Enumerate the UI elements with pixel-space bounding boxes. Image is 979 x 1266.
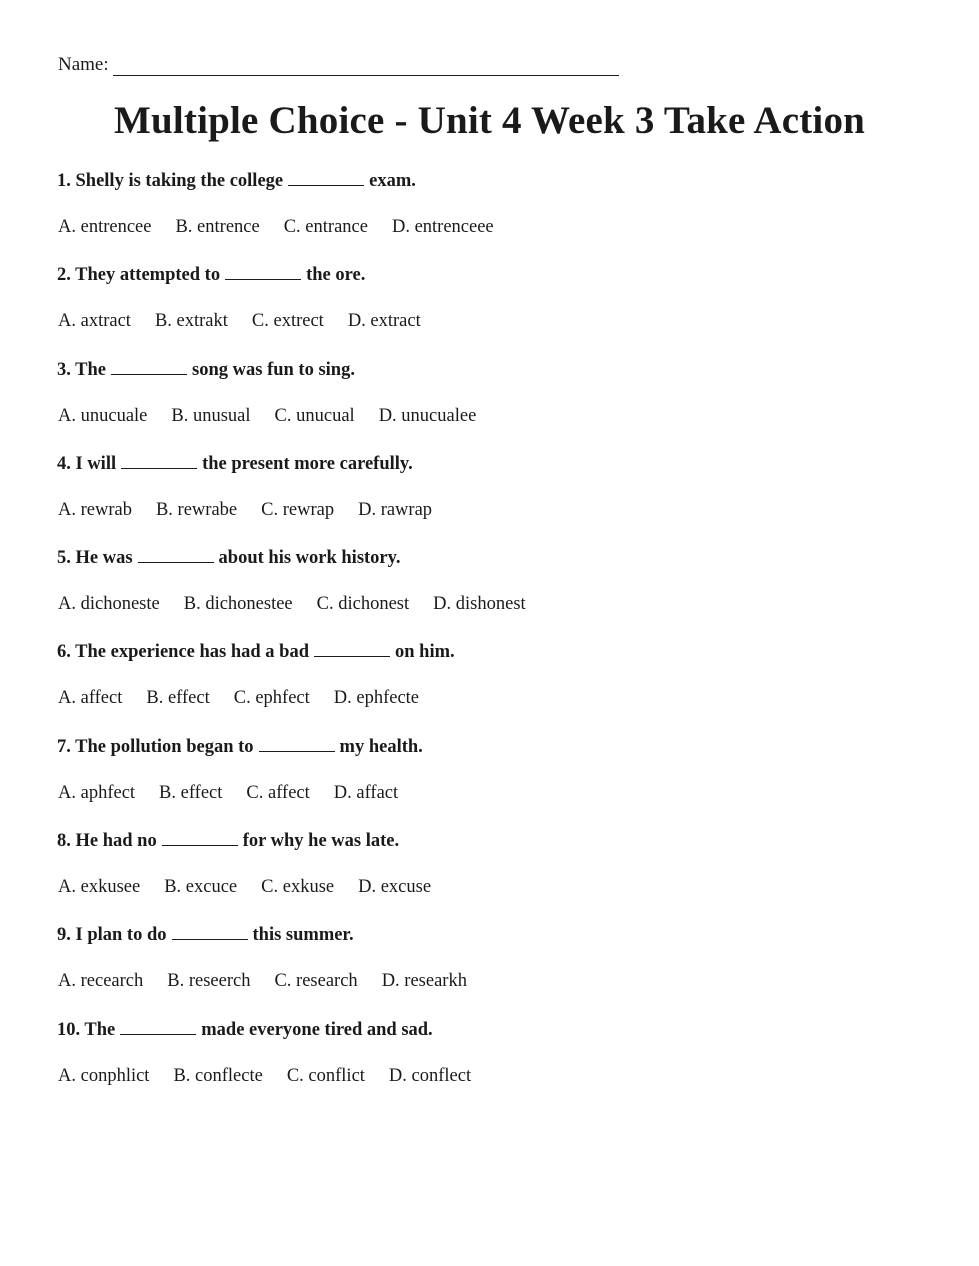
answer-option[interactable]: D. rawrap [358, 499, 433, 520]
question-stem-before: I will [75, 453, 117, 474]
question-stem-after: made everyone tired and sad. [201, 1019, 433, 1040]
answer-options [58, 217, 494, 238]
answer-option[interactable]: A. aphfect [58, 782, 136, 803]
question-text [57, 736, 423, 758]
answer-option[interactable]: B. effect [159, 782, 223, 803]
question-stem-before: The [75, 359, 107, 380]
answer-options [58, 877, 431, 898]
question-stem-before: The experience has had a bad [75, 642, 310, 663]
answer-options [58, 311, 421, 332]
answer-blank[interactable] [121, 453, 197, 469]
answer-blank[interactable] [138, 547, 214, 563]
question-text [57, 641, 455, 663]
question-stem-after: for why he was late. [242, 831, 400, 852]
question-stem-after: the present more carefully. [202, 453, 413, 474]
question-number: 9. [57, 925, 71, 946]
answer-option[interactable]: C. research [274, 971, 358, 992]
question-stem-after: about his work history. [218, 548, 401, 569]
answer-option[interactable]: C. extrect [251, 311, 324, 332]
answer-options [58, 688, 419, 709]
question-number: 8. [57, 831, 71, 852]
answer-option[interactable]: B. conflecte [173, 1065, 263, 1086]
question-stem-before: He had no [75, 831, 157, 852]
answer-option[interactable]: D. entrenceee [391, 217, 494, 237]
name-label: Name: [58, 54, 109, 75]
question-text [57, 170, 416, 192]
question-text [57, 547, 401, 569]
answer-option[interactable]: D. ephfecte [333, 688, 420, 709]
question-stem-before: I plan to do [75, 925, 167, 946]
answer-option[interactable]: A. dichoneste [58, 594, 160, 615]
answer-options [58, 1066, 471, 1087]
answer-option[interactable]: C. ephfect [233, 688, 310, 709]
question-stem-before: Shelly is taking the college [75, 171, 284, 191]
answer-blank[interactable] [120, 1019, 196, 1035]
answer-options [58, 500, 432, 521]
question-text [57, 830, 399, 852]
question-item [57, 641, 937, 735]
answer-blank[interactable] [172, 924, 248, 940]
answer-option[interactable]: D. conflect [388, 1065, 472, 1086]
answer-option[interactable]: A. entrencee [58, 217, 152, 237]
answer-option[interactable]: B. unusual [171, 405, 251, 426]
answer-options [58, 594, 526, 615]
question-stem-after: this summer. [252, 925, 354, 946]
answer-option[interactable]: D. affact [333, 782, 399, 803]
question-number: 5. [57, 548, 71, 569]
question-item [57, 924, 937, 1018]
answer-option[interactable]: B. effect [146, 688, 210, 709]
answer-option[interactable]: A. rewrab [58, 499, 132, 520]
answer-option[interactable]: D. extract [347, 311, 421, 332]
question-text [57, 264, 365, 286]
worksheet-title: Multiple Choice - Unit 4 Week 3 Take Action [113, 99, 866, 142]
answer-option[interactable]: B. entrence [175, 217, 260, 237]
question-item [57, 453, 937, 547]
question-number: 1. [57, 171, 71, 191]
question-stem-before: They attempted to [75, 265, 221, 286]
question-number: 3. [57, 359, 71, 380]
question-item [57, 830, 937, 924]
question-stem-after: the ore. [306, 265, 366, 286]
answer-option[interactable]: A. affect [58, 688, 123, 709]
question-stem-before: The pollution began to [75, 736, 254, 757]
answer-option[interactable]: B. extrakt [154, 311, 228, 332]
answer-option[interactable]: C. dichonest [316, 594, 410, 615]
question-item [57, 547, 937, 641]
answer-option[interactable]: B. reseerch [167, 971, 251, 992]
question-number: 10. [57, 1019, 81, 1040]
answer-option[interactable]: B. rewrabe [155, 499, 238, 520]
answer-option[interactable]: C. rewrap [261, 499, 335, 520]
question-stem-after: my health. [339, 736, 423, 757]
answer-blank[interactable] [225, 264, 301, 280]
question-stem-before: He was [75, 548, 133, 569]
answer-blank[interactable] [111, 359, 187, 375]
question-text [57, 453, 413, 475]
question-item [57, 359, 937, 453]
answer-option[interactable]: C. exkuse [261, 877, 335, 898]
question-text [57, 1019, 433, 1041]
answer-option[interactable]: C. entrance [283, 217, 368, 237]
question-number: 2. [57, 265, 71, 286]
answer-option[interactable]: A. exkusee [58, 877, 141, 898]
answer-option[interactable]: D. excuse [358, 877, 432, 898]
question-number: 6. [57, 642, 71, 663]
answer-options [58, 783, 398, 804]
answer-option[interactable]: B. dichonestee [183, 594, 293, 615]
question-text [57, 359, 355, 381]
question-stem-after: song was fun to sing. [192, 359, 355, 380]
question-stem-after: exam. [369, 171, 416, 191]
answer-option[interactable]: A. axtract [58, 311, 131, 332]
question-item [57, 170, 937, 264]
answer-option[interactable]: B. excuce [164, 877, 238, 898]
answer-option[interactable]: A. conphlict [58, 1065, 150, 1086]
answer-option[interactable]: C. unucual [274, 405, 355, 426]
answer-option[interactable]: A. recearch [58, 971, 144, 992]
question-list [57, 170, 937, 1113]
question-stem-after: on him. [395, 642, 455, 663]
answer-blank[interactable] [259, 736, 335, 752]
question-stem-before: The [84, 1019, 116, 1040]
answer-option[interactable]: D. dishonest [433, 594, 526, 615]
answer-options [58, 406, 476, 427]
name-row [58, 54, 619, 76]
question-number: 4. [57, 453, 71, 474]
question-item [57, 264, 937, 358]
question-number: 7. [57, 736, 71, 757]
answer-option[interactable]: D. unucualee [378, 405, 477, 426]
answer-blank[interactable] [314, 641, 390, 657]
answer-option[interactable]: A. unucuale [58, 405, 148, 426]
answer-option[interactable]: C. conflict [286, 1065, 365, 1086]
question-item [57, 736, 937, 830]
answer-option[interactable]: D. researkh [381, 971, 467, 992]
answer-blank[interactable] [288, 170, 364, 186]
answer-options [58, 971, 467, 992]
name-field-line[interactable] [113, 55, 619, 76]
question-text [57, 924, 354, 946]
question-item [57, 1019, 937, 1113]
answer-option[interactable]: C. affect [246, 782, 310, 803]
answer-blank[interactable] [162, 830, 238, 846]
